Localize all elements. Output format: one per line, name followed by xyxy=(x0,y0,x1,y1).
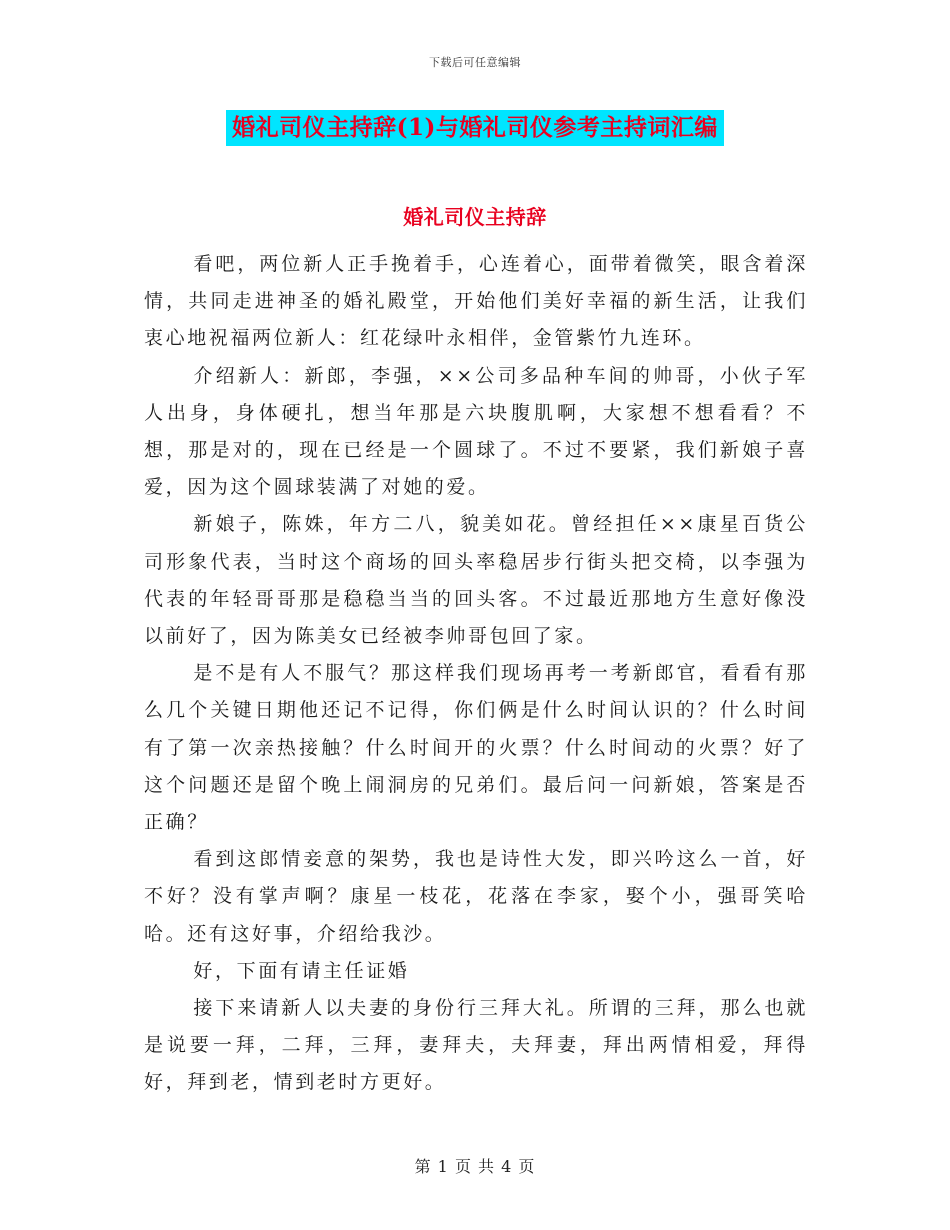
document-title: 婚礼司仪主持辞(1)与婚礼司仪参考主持词汇编 xyxy=(226,110,724,146)
paragraph: 看吧，两位新人正手挽着手，心连着心，面带着微笑，眼含着深情，共同走进神圣的婚礼殿堂，开始他们美好幸福的新生活，让我们衷心地祝福两位新人：红花绿叶永相伴，金管紫竹九连环。 xyxy=(144,253,808,350)
section-title: 婚礼司仪主持辞 xyxy=(403,205,547,229)
paragraph: 好，下面有请主任证婚 xyxy=(193,959,410,982)
page-header-note: 下载后可任意编辑 xyxy=(429,56,521,69)
paragraph: 介绍新人：新郎，李强，××公司多品种车间的帅哥，小伙子军人出身，身体硬扎，想当年那是六块腹肌啊，大家想不想看看？不想，那是对的，现在已经是一个圆球了。不过不要紧，我们新娘子喜爱，因为这个圆球装满了对她的爱。 xyxy=(144,364,808,499)
paragraph: 接下来请新人以夫妻的身份行三拜大礼。所谓的三拜，那么也就是说要一拜，二拜，三拜，妻拜夫，夫拜妻，拜出两情相爱，拜得好，拜到老，情到老时方更好。 xyxy=(144,997,808,1094)
document-title-container xyxy=(0,110,950,146)
page-number-footer: 第 1 页 共 4 页 xyxy=(414,1157,536,1176)
paragraph: 看到这郎情妾意的架势，我也是诗性大发，即兴吟这么一首，好不好？没有掌声啊？康星一枝花，花落在李家，娶个小，强哥笑哈哈。还有这好事，介绍给我沙。 xyxy=(144,848,808,945)
paragraph: 是不是有人不服气？那这样我们现场再考一考新郎官，看看有那么几个关键日期他还记不记得，你们俩是什么时间认识的？什么时间有了第一次亲热接触？什么时间开的火票？什么时间动的火票？好了这个问题还是留个晚上闹洞房的兄弟们。最后问一问新娘，答案是否正确？ xyxy=(144,662,808,834)
paragraph: 新娘子，陈姝，年方二八，貌美如花。曾经担任××康星百货公司形象代表，当时这个商场的回头率稳居步行街头把交椅，以李强为代表的年轻哥哥那是稳稳当当的回头客。不过最近那地方生意好像没以前好了，因为陈美女已经被李帅哥包回了家。 xyxy=(144,513,808,648)
body-text xyxy=(144,246,808,1102)
